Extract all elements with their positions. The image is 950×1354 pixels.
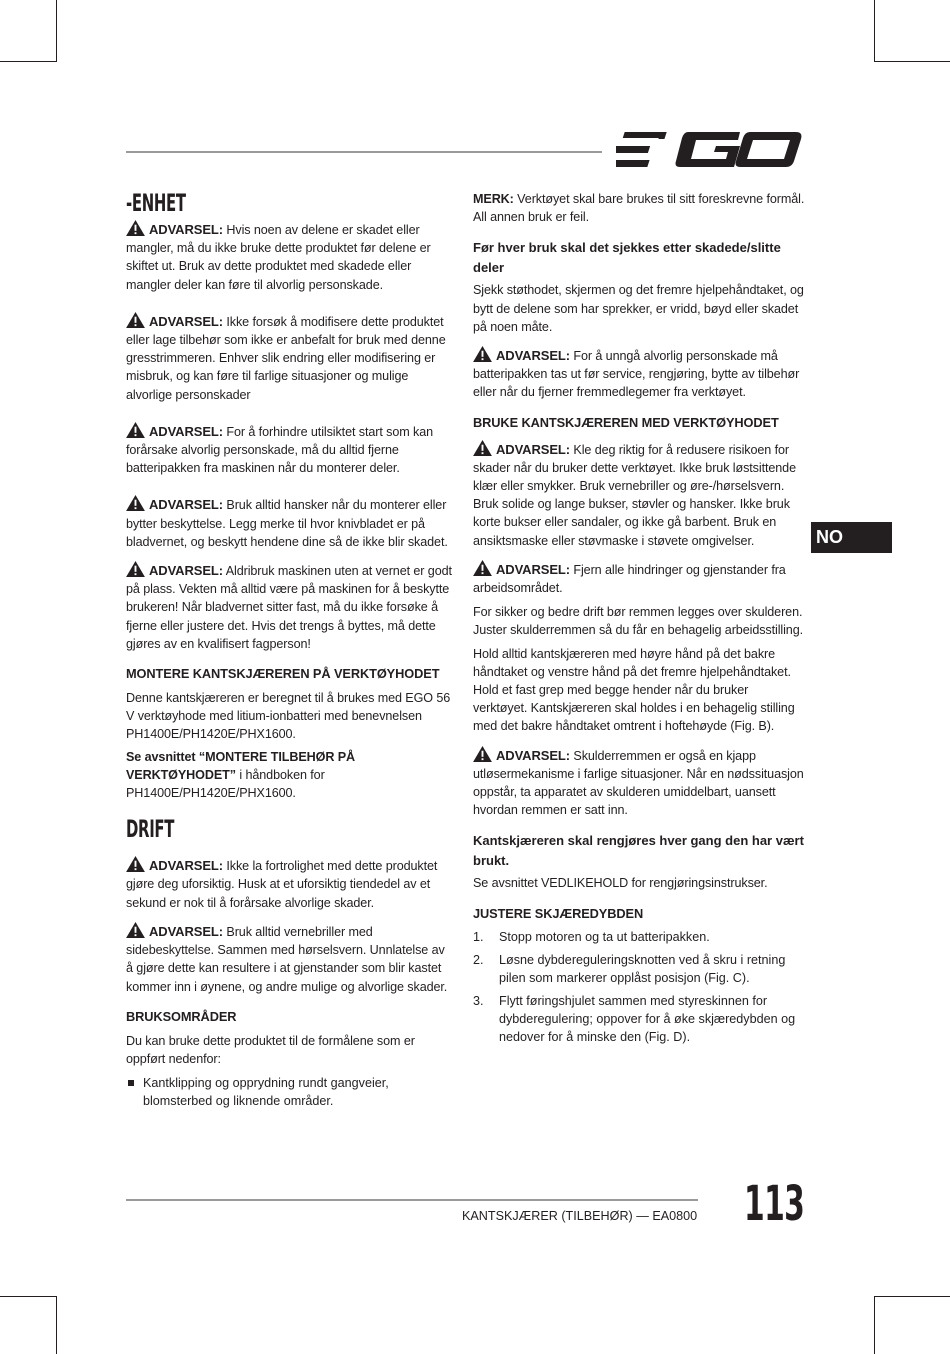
warning-text: Fjern alle hindringer og gjenstander fra arbeidsområdet. <box>473 562 786 596</box>
mount-text: Denne kantskjæreren er beregnet til å brukes med EGO 56 V verktøyhode med litium-ionbatteri med benevnelsen PH1400E/PH1420E/PHX1600. <box>126 691 451 742</box>
use-list <box>126 1074 454 1110</box>
warning-text: Bruk alltid hansker når du monterer eller bytter beskyttelse. Legg merke til hvor knivbladet er på bladvernet, og beskytt hendene dine så de ikke blir skadet. <box>126 498 448 549</box>
warning-text: Ikke forsøk å modifisere dette produktet eller lage tilbehør som ikke er anbefalt for bruk med denne gresstrimmeren. Enhver slik endring eller modifisering er misbruk, og kan føre til farlige situasjoner og mulige alvorlige personskader <box>126 314 446 402</box>
warning-block <box>473 440 805 550</box>
warning-text: Aldribruk maskinen uten at vernet er godt på plass. Vekten må alltid være på maskinen for å beskytte brukeren! Når bladvernet sitter fast, må du ikke forsøke å fjerne eller justere det. Hvis det trengs å byttes, må dette gjøres av en kvalifisert fagperson! <box>126 564 452 651</box>
warning-triangle-icon <box>473 746 492 762</box>
warning-triangle-icon <box>473 440 492 456</box>
step-text: Løsne dybdereguleringsknotten ved å skru i retning pilen som markerer opplåst posisjon (Fig. C). <box>499 953 786 985</box>
hold-text: Hold alltid kantskjæreren med høyre hånd på det bakre håndtaket og venstre hånd på det fremre hjelpehåndtaket. Hold et fast grep med begge hender når du bruker verktøyet. Kantskjæreren skal holdes i en behagelig stilling med det bakre håndtaket omtrent i hoftehøyde (Fig. B). <box>473 646 795 734</box>
clean-text: Se avsnittet VEDLIKEHOLD for rengjøringsinstrukser. <box>473 876 768 891</box>
depth-heading: JUSTERE SKJÆREDYBDEN <box>473 905 644 921</box>
depth-steps <box>473 929 805 1047</box>
footer-doc-title: KANTSKJÆRER (TILBEHØR) — EA0800 <box>462 1209 698 1223</box>
right-column <box>473 190 805 1052</box>
check-text: Sjekk støthodet, skjermen og det fremre hjelpehåndtaket, og bytt de delene som har sprekker, er vridd, bøyd eller skadet på noen måte. <box>473 283 804 334</box>
language-tab: NO <box>811 522 892 553</box>
warning-text: For å unngå alvorlig personskade må batteripakken tas ut før service, rengjøring, bytte av tilbehør eller når du fjerner fremmedlegemer fra verktøyet. <box>473 349 800 400</box>
warning-triangle-icon <box>126 220 145 236</box>
warning-text: Skulderremmen er også en kjapp utløsermekanisme i farlige situasjoner. Når en nødssituasjon oppstår, ta apparatet av skulderen umiddelbart, uansett hvordan remmen er satt inn. <box>473 748 804 818</box>
section-heading-drift: DRIFT <box>126 815 175 844</box>
list-item: Kantklipping og opprydning rundt gangveier, blomsterbed og liknende områder. <box>126 1074 454 1110</box>
crop-mark <box>874 61 950 62</box>
warning-label: ADVARSEL: <box>496 348 570 364</box>
header-rule <box>126 151 602 153</box>
warning-label: ADVARSEL: <box>149 563 223 579</box>
warning-text: Hvis noen av delene er skadet eller mangler, må du ikke bruke dette produktet før delene er skiftet ut. Bruk av dette produktet med skadede eller mangler deler kan føre til alvorlig personskade. <box>126 223 431 292</box>
warning-label: ADVARSEL: <box>149 222 223 237</box>
note-label: MERK: <box>473 192 514 206</box>
warning-block <box>126 495 454 551</box>
crop-mark <box>56 0 57 62</box>
list-item <box>473 929 805 947</box>
warning-label: ADVARSEL: <box>496 441 570 457</box>
warning-block <box>126 220 454 294</box>
mount-reference <box>126 748 454 803</box>
warning-triangle-icon <box>473 560 492 576</box>
warning-text: For å forhindre utilsiktet start som kan forårsake alvorlig personskade, må du alltid fjerne batteripakken fra maskinen når du monterer deler. <box>126 424 434 476</box>
warning-block <box>473 346 805 402</box>
warning-triangle-icon <box>473 346 492 362</box>
note <box>473 190 805 226</box>
crop-mark <box>0 61 57 62</box>
warning-label: ADVARSEL: <box>149 423 223 439</box>
warning-block <box>126 561 454 653</box>
page-number: 113 <box>744 1176 805 1232</box>
warning-triangle-icon <box>126 856 145 872</box>
warning-text: Ikke la fortrolighet med dette produktet gjøre deg uforsiktig. Husk at et uforsiktig tiendedel av et sekund er nok til å forårsake alvorlige skader. <box>126 859 438 910</box>
crop-mark <box>874 0 875 62</box>
mount-heading: MONTERE KANTSKJÆREREN PÅ VERKTØYHODET <box>126 666 440 682</box>
list-item <box>473 993 805 1046</box>
warning-label: ADVARSEL: <box>496 747 570 763</box>
crop-mark <box>874 1296 875 1354</box>
clean-heading: Kantskjæreren skal rengjøres hver gang den har vært brukt. <box>473 833 804 868</box>
check-heading: Før hver bruk skal det sjekkes etter skadede/slitte deler <box>473 240 781 275</box>
crop-mark <box>874 1296 950 1297</box>
warning-triangle-icon <box>126 922 145 938</box>
use-text: Du kan bruke dette produktet til de formålene som er oppført nedenfor: <box>126 1033 415 1066</box>
warning-block <box>126 422 454 478</box>
warning-block <box>126 922 454 996</box>
warning-label: ADVARSEL: <box>149 497 223 513</box>
use-with-head-heading: BRUKE KANTSKJÆREREN MED VERKTØYHODET <box>473 414 779 430</box>
use-heading: BRUKSOMRÅDER <box>126 1008 237 1024</box>
mount-reference-bold: Se avsnittet “MONTERE TILBEHØR PÅ VERKTØYHODET” <box>126 749 356 782</box>
warning-triangle-icon <box>126 561 145 577</box>
warning-label: ADVARSEL: <box>149 923 223 939</box>
warning-triangle-icon <box>126 422 145 438</box>
step-text: Stopp motoren og ta ut batteripakken. <box>499 929 710 944</box>
warning-label: ADVARSEL: <box>149 858 223 874</box>
section-heading-enhet: -ENHET <box>126 189 186 217</box>
warning-triangle-icon <box>126 312 145 328</box>
ego-logo <box>616 128 802 174</box>
warning-text: Bruk alltid vernebriller med sidebeskyttelse. Sammen med hørselsvern. Unnlatelse av å gjøre dette kan resultere i at gjenstander som blir kastet kommer inn i øynene, og andre mulige og alvorlige skader. <box>126 924 448 994</box>
step-text: Flytt føringshjulet sammen med styreskinnen for dybderegulering; oppover for å øke skjæredybden og nedover for å minske den (Fig. D). <box>499 994 796 1044</box>
note-text: Verktøyet skal bare brukes til sitt foreskrevne formål. All annen bruk er feil. <box>473 192 805 225</box>
warning-triangle-icon <box>126 495 145 511</box>
warning-block <box>126 856 454 912</box>
crop-mark <box>56 1296 57 1354</box>
warning-block <box>473 560 805 597</box>
warning-block <box>473 746 805 820</box>
step-number: 2. <box>473 953 484 968</box>
left-column <box>126 188 454 1111</box>
mount-reference-rest: i håndboken for PH1400E/PH1420E/PHX1600. <box>126 767 325 801</box>
warning-label: ADVARSEL: <box>149 313 223 329</box>
step-number: 1. <box>473 929 484 944</box>
warning-label: ADVARSEL: <box>496 561 570 577</box>
list-item <box>473 952 805 987</box>
strap-text: For sikker og bedre drift bør remmen legges over skulderen. Juster skulderremmen så du får en behagelig arbeidsstilling. <box>473 605 804 638</box>
warning-block <box>126 312 454 404</box>
step-number: 3. <box>473 994 484 1009</box>
warning-text: Kle deg riktig for å redusere risikoen for skader når du bruker dette verktøyet. Ikke bruk løstsittende klær eller smykker. Bruk vernebriller og øre-/hørselsvern. Bruk solide og lange bukser, støvler og hansker. Ikke bruk korte bukser eller sandaler, og ikke gå barbent. Bruk en ansiktsmaske eller støvmaske i støvete omgivelser. <box>473 442 796 548</box>
footer-rule <box>126 1199 698 1201</box>
crop-mark <box>0 1296 57 1297</box>
